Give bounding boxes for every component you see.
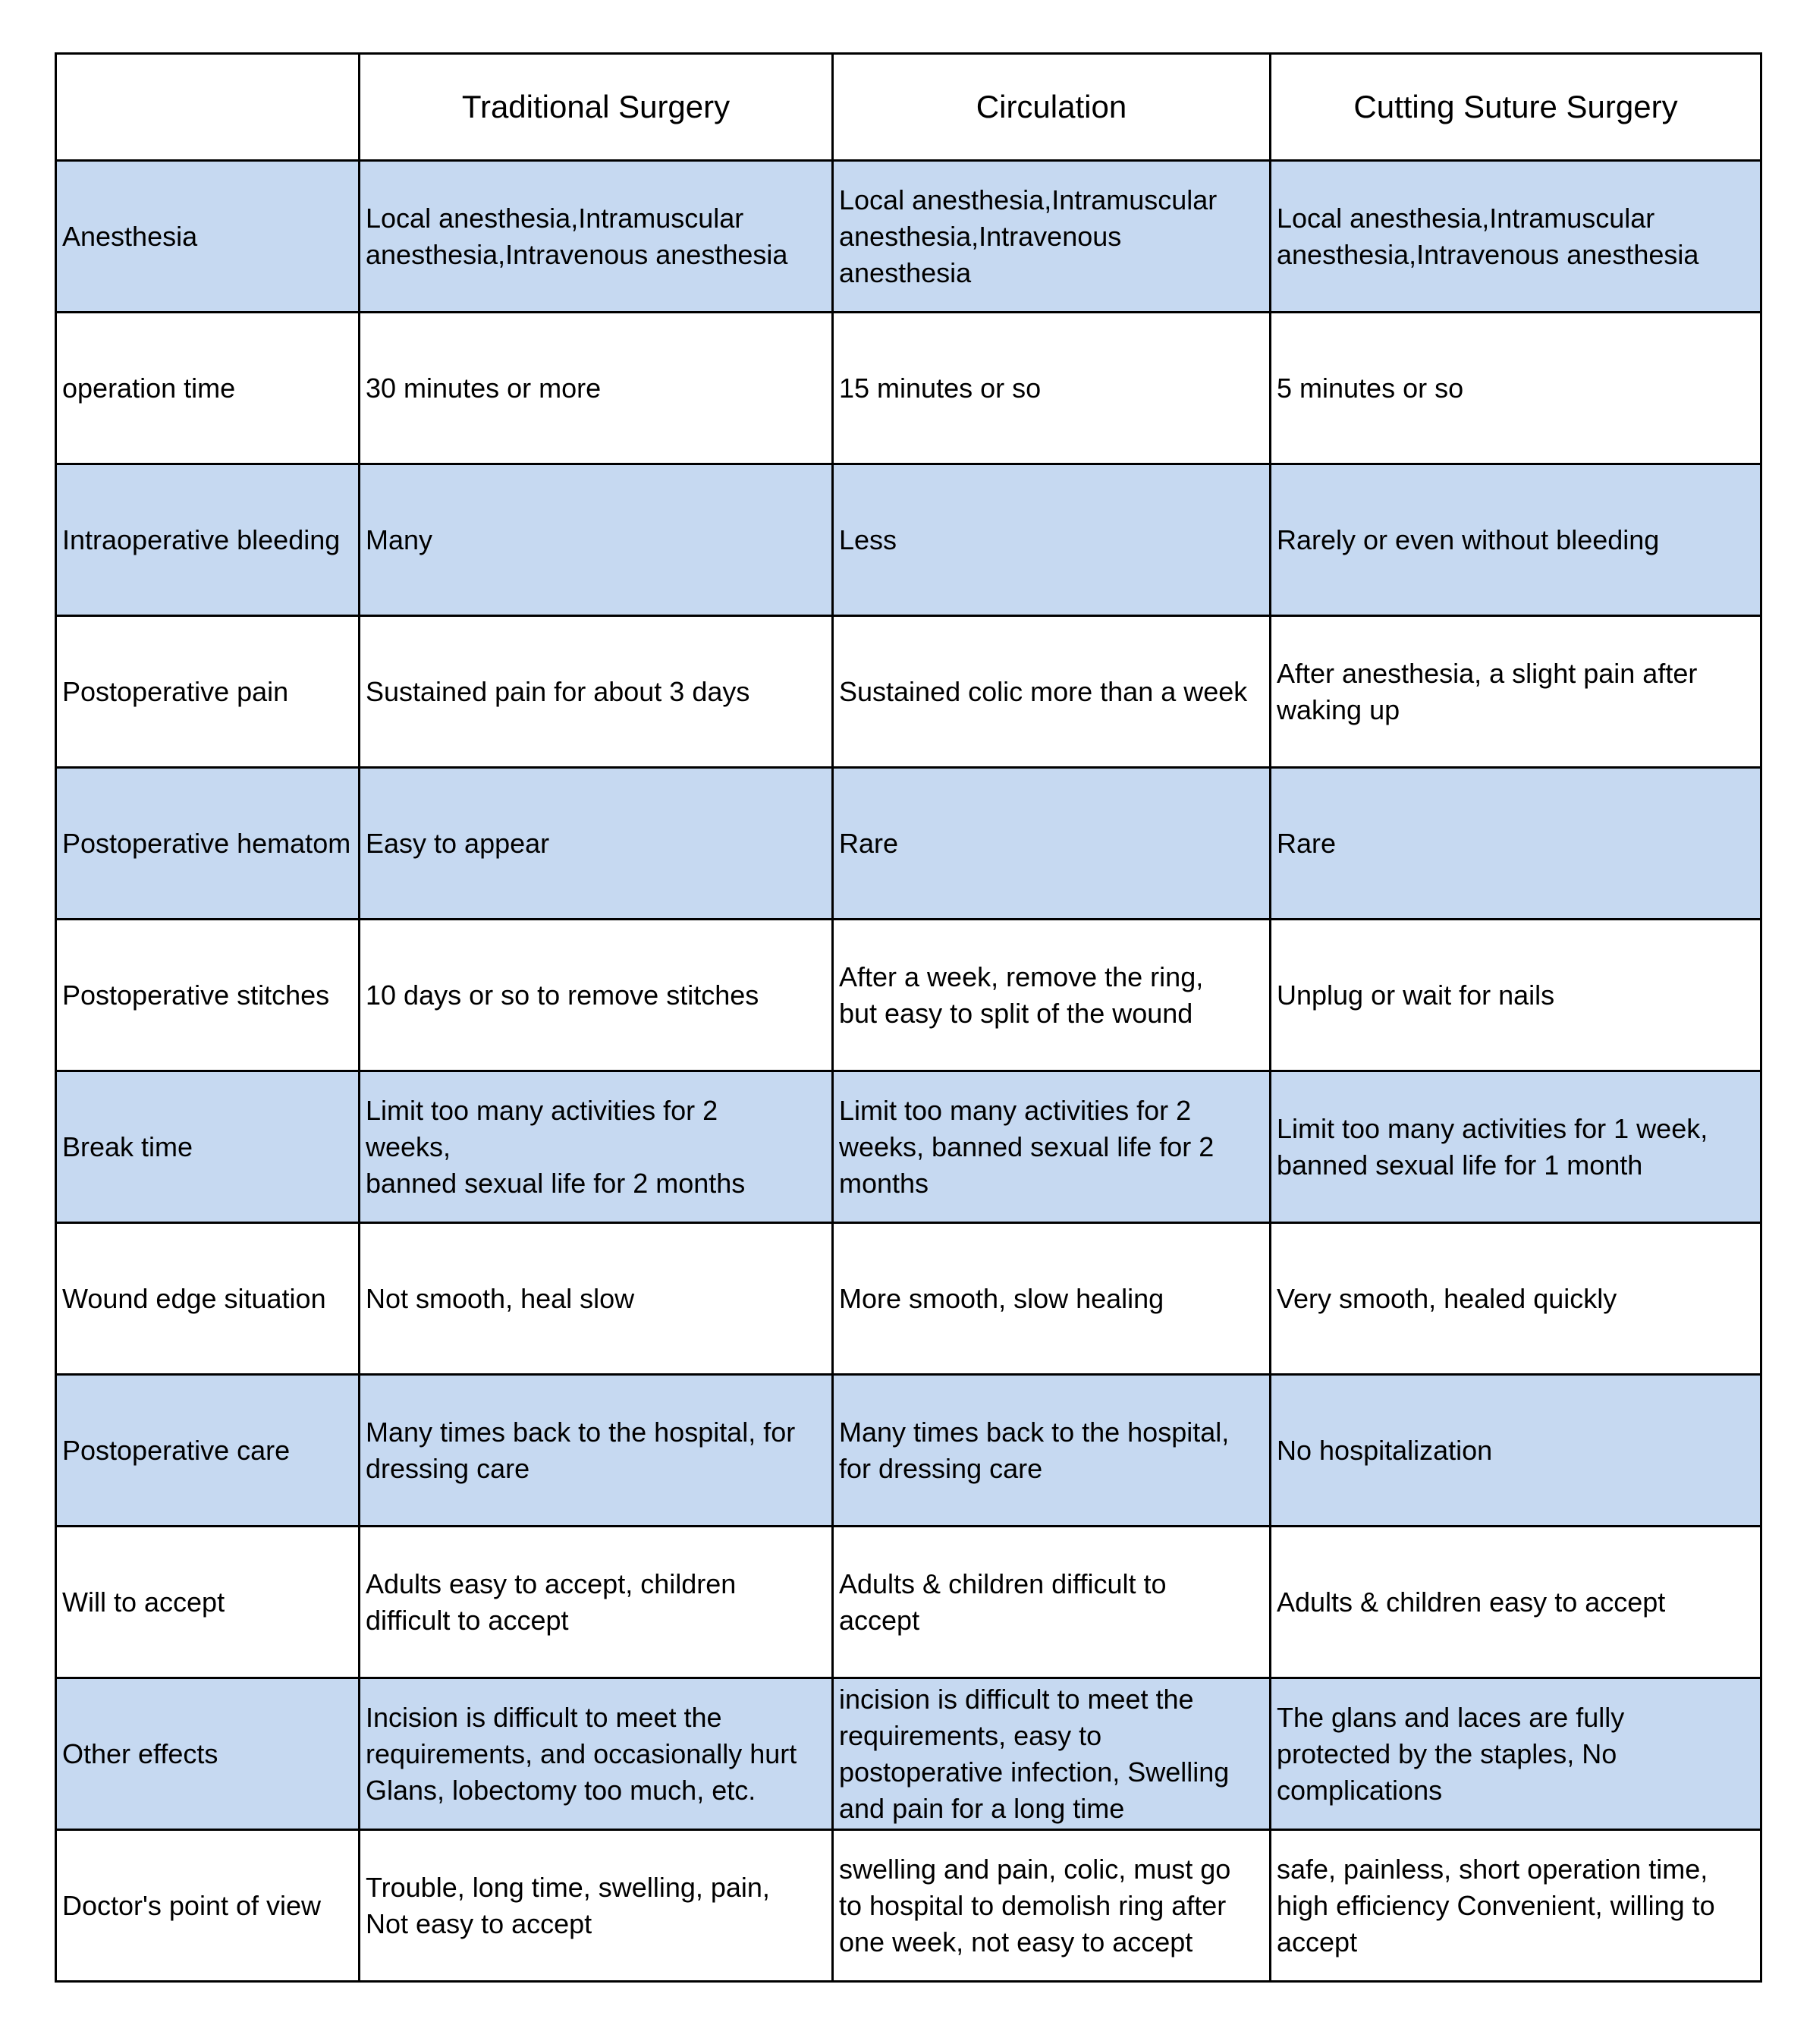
cell-traditional-surgery: Easy to appear xyxy=(360,768,833,920)
row-label-cell: operation time xyxy=(56,313,360,464)
cell-traditional-surgery: 10 days or so to remove stitches xyxy=(360,920,833,1071)
cell-cutting-suture-surgery: After anesthesia, a slight pain after waking up xyxy=(1271,616,1761,768)
cell-cutting-suture-surgery: Very smooth, healed quickly xyxy=(1271,1223,1761,1375)
cell-traditional-surgery: Many times back to the hospital, for dressing care xyxy=(360,1375,833,1527)
cell-circulation: 15 minutes or so xyxy=(833,313,1271,464)
comparison-table xyxy=(55,52,1762,1983)
cell-traditional-surgery: Incision is difficult to meet the requirements, and occasionally hurt Glans, lobectomy too much, etc. xyxy=(360,1678,833,1830)
cell-circulation: Sustained colic more than a week xyxy=(833,616,1271,768)
table-row xyxy=(56,920,1761,1071)
cell-traditional-surgery: Adults easy to accept, children difficult to accept xyxy=(360,1527,833,1678)
row-label-cell: Postoperative hematom xyxy=(56,768,360,920)
cell-circulation: Many times back to the hospital, for dressing care xyxy=(833,1375,1271,1527)
cell-traditional-surgery: Local anesthesia,Intramuscular anesthesia,Intravenous anesthesia xyxy=(360,161,833,313)
cell-traditional-surgery: 30 minutes or more xyxy=(360,313,833,464)
table-row xyxy=(56,1223,1761,1375)
table-row xyxy=(56,1071,1761,1223)
cell-cutting-suture-surgery: Rare xyxy=(1271,768,1761,920)
row-label-cell: Anesthesia xyxy=(56,161,360,313)
row-label-cell: Doctor's point of view xyxy=(56,1830,360,1982)
table-row xyxy=(56,1375,1761,1527)
table-row xyxy=(56,464,1761,616)
header-corner-cell xyxy=(56,54,360,161)
table-row xyxy=(56,1678,1761,1830)
cell-circulation: swelling and pain, colic, must go to hospital to demolish ring after one week, not easy to accept xyxy=(833,1830,1271,1982)
header-row xyxy=(56,54,1761,161)
row-label-cell: Postoperative care xyxy=(56,1375,360,1527)
table-row xyxy=(56,1527,1761,1678)
table-row xyxy=(56,1830,1761,1982)
row-label-cell: Break time xyxy=(56,1071,360,1223)
cell-circulation: Less xyxy=(833,464,1271,616)
table-row xyxy=(56,161,1761,313)
cell-circulation: incision is difficult to meet the requirements, easy to postoperative infection, Swelling and pain for a long time xyxy=(833,1678,1271,1830)
cell-traditional-surgery: Trouble, long time, swelling, pain, Not easy to accept xyxy=(360,1830,833,1982)
header-cutting-suture-surgery: Cutting Suture Surgery xyxy=(1271,54,1761,161)
cell-circulation: After a week, remove the ring, but easy to split of the wound xyxy=(833,920,1271,1071)
table-row xyxy=(56,616,1761,768)
row-label-cell: Postoperative stitches xyxy=(56,920,360,1071)
cell-cutting-suture-surgery: safe, painless, short operation time, high efficiency Convenient, willing to accept xyxy=(1271,1830,1761,1982)
row-label-cell: Other effects xyxy=(56,1678,360,1830)
cell-circulation: Adults & children difficult to accept xyxy=(833,1527,1271,1678)
row-label-cell: Intraoperative bleeding xyxy=(56,464,360,616)
cell-cutting-suture-surgery: 5 minutes or so xyxy=(1271,313,1761,464)
table-row xyxy=(56,768,1761,920)
row-label-cell: Wound edge situation xyxy=(56,1223,360,1375)
cell-cutting-suture-surgery: Adults & children easy to accept xyxy=(1271,1527,1761,1678)
cell-cutting-suture-surgery: Limit too many activities for 1 week, banned sexual life for 1 month xyxy=(1271,1071,1761,1223)
cell-circulation: Local anesthesia,Intramuscular anesthesia,Intravenous anesthesia xyxy=(833,161,1271,313)
table-row xyxy=(56,313,1761,464)
header-circulation: Circulation xyxy=(833,54,1271,161)
cell-traditional-surgery: Sustained pain for about 3 days xyxy=(360,616,833,768)
row-label-cell: Will to accept xyxy=(56,1527,360,1678)
cell-cutting-suture-surgery: Rarely or even without bleeding xyxy=(1271,464,1761,616)
cell-traditional-surgery: Not smooth, heal slow xyxy=(360,1223,833,1375)
row-label-cell: Postoperative pain xyxy=(56,616,360,768)
cell-cutting-suture-surgery: Local anesthesia,Intramuscular anesthesia,Intravenous anesthesia xyxy=(1271,161,1761,313)
cell-circulation: Limit too many activities for 2 weeks, banned sexual life for 2 months xyxy=(833,1071,1271,1223)
cell-cutting-suture-surgery: No hospitalization xyxy=(1271,1375,1761,1527)
header-traditional-surgery: Traditional Surgery xyxy=(360,54,833,161)
cell-circulation: Rare xyxy=(833,768,1271,920)
cell-cutting-suture-surgery: The glans and laces are fully protected by the staples, No complications xyxy=(1271,1678,1761,1830)
cell-traditional-surgery: Limit too many activities for 2 weeks, banned sexual life for 2 months xyxy=(360,1071,833,1223)
cell-cutting-suture-surgery: Unplug or wait for nails xyxy=(1271,920,1761,1071)
cell-traditional-surgery: Many xyxy=(360,464,833,616)
cell-circulation: More smooth, slow healing xyxy=(833,1223,1271,1375)
